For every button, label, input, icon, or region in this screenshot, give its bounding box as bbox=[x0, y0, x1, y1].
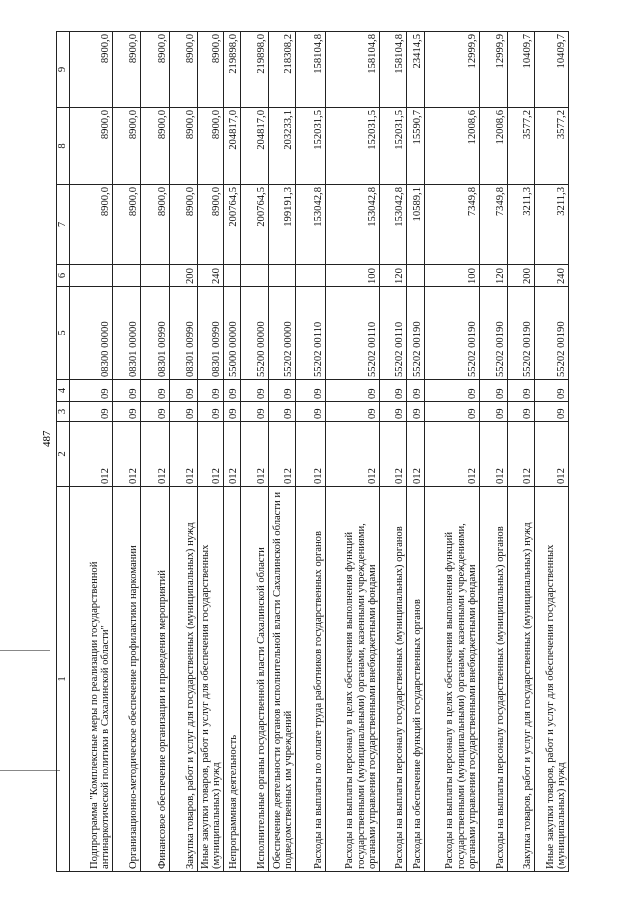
column-header: 5 bbox=[57, 287, 70, 380]
target-article: 08301 00990 bbox=[197, 287, 223, 380]
admin-code: 012 bbox=[223, 422, 240, 487]
amount-col8: 152031,5 bbox=[379, 108, 406, 185]
amount-col8: 152031,5 bbox=[325, 108, 379, 185]
amount-col7: 199191,3 bbox=[268, 185, 295, 265]
table-row bbox=[240, 32, 268, 872]
amount-col9: 8900,0 bbox=[112, 32, 140, 108]
row-name: Расходы на выплаты персоналу в целях обеспечения выполнения функций государственными (муниципальными) органами, казенными учреждениями, органами управления государственными внебюджетными фондами bbox=[424, 487, 479, 872]
amount-col7: 8900,0 bbox=[140, 185, 169, 265]
subsection: 09 bbox=[197, 380, 223, 402]
amount-col8: 8900,0 bbox=[140, 108, 169, 185]
target-article: 55202 00110 bbox=[295, 287, 325, 380]
page-number: 487 bbox=[41, 430, 53, 447]
section: 09 bbox=[140, 402, 169, 422]
admin-code: 012 bbox=[240, 422, 268, 487]
amount-col8: 12008,6 bbox=[424, 108, 479, 185]
table-row bbox=[479, 32, 507, 872]
admin-code: 012 bbox=[295, 422, 325, 487]
amount-col9: 8900,0 bbox=[169, 32, 197, 108]
subsection: 09 bbox=[140, 380, 169, 402]
table-row bbox=[197, 32, 223, 872]
amount-col8: 204817,0 bbox=[223, 108, 240, 185]
expense-type bbox=[140, 265, 169, 287]
table-row bbox=[268, 32, 295, 872]
section: 09 bbox=[379, 402, 406, 422]
target-article: 55200 00000 bbox=[240, 287, 268, 380]
amount-col8: 152031,5 bbox=[295, 108, 325, 185]
amount-col8: 8900,0 bbox=[197, 108, 223, 185]
expense-type: 120 bbox=[479, 265, 507, 287]
row-name: Подпрограмма "Комплексные меры по реализации государственной антинаркотической политики в Сахалинской области" bbox=[69, 487, 112, 872]
amount-col7: 7349,8 bbox=[479, 185, 507, 265]
column-number-row bbox=[57, 32, 70, 872]
admin-code: 012 bbox=[507, 422, 534, 487]
admin-code: 012 bbox=[268, 422, 295, 487]
row-name: Финансовое обеспечение организации и проведения мероприятий bbox=[140, 487, 169, 872]
table-row bbox=[406, 32, 424, 872]
column-header: 3 bbox=[57, 402, 70, 422]
amount-col7: 8900,0 bbox=[169, 185, 197, 265]
subsection: 09 bbox=[69, 380, 112, 402]
amount-col7: 200764,5 bbox=[240, 185, 268, 265]
expense-type bbox=[240, 265, 268, 287]
amount-col9: 219898,0 bbox=[223, 32, 240, 108]
target-article: 55202 00190 bbox=[406, 287, 424, 380]
amount-col7: 200764,5 bbox=[223, 185, 240, 265]
scan-mark bbox=[0, 770, 60, 771]
amount-col7: 3211,3 bbox=[507, 185, 534, 265]
subsection: 09 bbox=[295, 380, 325, 402]
expense-type: 240 bbox=[534, 265, 568, 287]
admin-code: 012 bbox=[197, 422, 223, 487]
subsection: 09 bbox=[534, 380, 568, 402]
row-name: Обеспечение деятельности органов исполнительной власти Сахалинской области и подведомственных им учреждений bbox=[268, 487, 295, 872]
subsection: 09 bbox=[479, 380, 507, 402]
row-name: Иные закупки товаров, работ и услуг для обеспечения государственных (муниципальных) нужд bbox=[197, 487, 223, 872]
section: 09 bbox=[325, 402, 379, 422]
expense-type: 100 bbox=[424, 265, 479, 287]
amount-col8: 8900,0 bbox=[112, 108, 140, 185]
amount-col8: 3577,2 bbox=[534, 108, 568, 185]
section: 09 bbox=[223, 402, 240, 422]
table-row bbox=[507, 32, 534, 872]
section: 09 bbox=[534, 402, 568, 422]
amount-col9: 23414,5 bbox=[406, 32, 424, 108]
amount-col9: 218308,2 bbox=[268, 32, 295, 108]
target-article: 08301 00990 bbox=[169, 287, 197, 380]
expense-type bbox=[112, 265, 140, 287]
admin-code: 012 bbox=[424, 422, 479, 487]
row-name: Закупка товаров, работ и услуг для государственных (муниципальных) нужд bbox=[507, 487, 534, 872]
amount-col8: 204817,0 bbox=[240, 108, 268, 185]
column-header: 9 bbox=[57, 32, 70, 108]
amount-col7: 7349,8 bbox=[424, 185, 479, 265]
amount-col7: 8900,0 bbox=[112, 185, 140, 265]
target-article: 55202 00110 bbox=[379, 287, 406, 380]
amount-col8: 8900,0 bbox=[169, 108, 197, 185]
admin-code: 012 bbox=[479, 422, 507, 487]
row-name: Организационно-методическое обеспечение профилактики наркомании bbox=[112, 487, 140, 872]
section: 09 bbox=[507, 402, 534, 422]
row-name: Расходы на выплаты персоналу в целях обеспечения выполнения функций государственными (муниципальными) органами, казенными учреждениями, органами управления государственными внебюджетными фондами bbox=[325, 487, 379, 872]
expense-type bbox=[295, 265, 325, 287]
amount-col9: 12999,9 bbox=[424, 32, 479, 108]
budget-table bbox=[56, 31, 569, 872]
amount-col7: 153042,8 bbox=[295, 185, 325, 265]
table-row bbox=[295, 32, 325, 872]
expense-type: 240 bbox=[197, 265, 223, 287]
row-name: Закупка товаров, работ и услуг для государственных (муниципальных) нужд bbox=[169, 487, 197, 872]
expense-type: 200 bbox=[169, 265, 197, 287]
column-header: 6 bbox=[57, 265, 70, 287]
amount-col9: 12999,9 bbox=[479, 32, 507, 108]
admin-code: 012 bbox=[379, 422, 406, 487]
amount-col9: 10409,7 bbox=[507, 32, 534, 108]
expense-type bbox=[268, 265, 295, 287]
subsection: 09 bbox=[406, 380, 424, 402]
amount-col9: 158104,8 bbox=[325, 32, 379, 108]
amount-col9: 158104,8 bbox=[379, 32, 406, 108]
row-name: Расходы на выплаты персоналу государственных (муниципальных) органов bbox=[379, 487, 406, 872]
amount-col7: 153042,8 bbox=[379, 185, 406, 265]
column-header: 1 bbox=[57, 487, 70, 872]
admin-code: 012 bbox=[69, 422, 112, 487]
target-article: 08301 00000 bbox=[112, 287, 140, 380]
section: 09 bbox=[295, 402, 325, 422]
table-row bbox=[534, 32, 568, 872]
amount-col7: 8900,0 bbox=[197, 185, 223, 265]
expense-type bbox=[223, 265, 240, 287]
row-name: Непрограммная деятельность bbox=[223, 487, 240, 872]
amount-col9: 8900,0 bbox=[197, 32, 223, 108]
section: 09 bbox=[69, 402, 112, 422]
amount-col9: 8900,0 bbox=[69, 32, 112, 108]
expense-type: 120 bbox=[379, 265, 406, 287]
table-row bbox=[140, 32, 169, 872]
amount-col9: 219898,0 bbox=[240, 32, 268, 108]
table-row bbox=[69, 32, 112, 872]
target-article: 55202 00190 bbox=[424, 287, 479, 380]
section: 09 bbox=[112, 402, 140, 422]
target-article: 55202 00190 bbox=[534, 287, 568, 380]
table-row bbox=[112, 32, 140, 872]
row-name: Расходы на выплаты по оплате труда работников государственных органов bbox=[295, 487, 325, 872]
subsection: 09 bbox=[379, 380, 406, 402]
admin-code: 012 bbox=[169, 422, 197, 487]
target-article: 08301 00990 bbox=[140, 287, 169, 380]
target-article: 55202 00110 bbox=[325, 287, 379, 380]
row-name: Исполнительные органы государственной власти Сахалинской области bbox=[240, 487, 268, 872]
admin-code: 012 bbox=[112, 422, 140, 487]
admin-code: 012 bbox=[406, 422, 424, 487]
table-row bbox=[379, 32, 406, 872]
row-name: Расходы на выплаты персоналу государственных (муниципальных) органов bbox=[479, 487, 507, 872]
column-header: 7 bbox=[57, 185, 70, 265]
amount-col8: 12008,6 bbox=[479, 108, 507, 185]
section: 09 bbox=[406, 402, 424, 422]
section: 09 bbox=[268, 402, 295, 422]
target-article: 55202 00190 bbox=[479, 287, 507, 380]
target-article: 55202 00190 bbox=[507, 287, 534, 380]
column-header: 8 bbox=[57, 108, 70, 185]
amount-col9: 8900,0 bbox=[140, 32, 169, 108]
scan-mark bbox=[0, 650, 50, 651]
subsection: 09 bbox=[507, 380, 534, 402]
column-header: 2 bbox=[57, 422, 70, 487]
admin-code: 012 bbox=[534, 422, 568, 487]
subsection: 09 bbox=[223, 380, 240, 402]
section: 09 bbox=[197, 402, 223, 422]
admin-code: 012 bbox=[140, 422, 169, 487]
subsection: 09 bbox=[112, 380, 140, 402]
section: 09 bbox=[424, 402, 479, 422]
amount-col8: 15590,7 bbox=[406, 108, 424, 185]
expense-type: 100 bbox=[325, 265, 379, 287]
expense-type bbox=[406, 265, 424, 287]
expense-type bbox=[69, 265, 112, 287]
subsection: 09 bbox=[325, 380, 379, 402]
table-row bbox=[169, 32, 197, 872]
amount-col7: 3211,3 bbox=[534, 185, 568, 265]
target-article: 55202 00000 bbox=[268, 287, 295, 380]
table-row bbox=[325, 32, 379, 872]
amount-col7: 153042,8 bbox=[325, 185, 379, 265]
amount-col9: 158104,8 bbox=[295, 32, 325, 108]
subsection: 09 bbox=[268, 380, 295, 402]
column-header: 4 bbox=[57, 380, 70, 402]
amount-col9: 10409,7 bbox=[534, 32, 568, 108]
expense-type: 200 bbox=[507, 265, 534, 287]
amount-col8: 8900,0 bbox=[69, 108, 112, 185]
section: 09 bbox=[479, 402, 507, 422]
rotated-page-content bbox=[41, 32, 569, 872]
row-name: Иные закупки товаров, работ и услуг для обеспечения государственных (муниципальных) нужд bbox=[534, 487, 568, 872]
section: 09 bbox=[169, 402, 197, 422]
subsection: 09 bbox=[240, 380, 268, 402]
admin-code: 012 bbox=[325, 422, 379, 487]
amount-col8: 3577,2 bbox=[507, 108, 534, 185]
row-name: Расходы на обеспечение функций государственных органов bbox=[406, 487, 424, 872]
subsection: 09 bbox=[169, 380, 197, 402]
subsection: 09 bbox=[424, 380, 479, 402]
section: 09 bbox=[240, 402, 268, 422]
table-row bbox=[424, 32, 479, 872]
amount-col8: 203233,1 bbox=[268, 108, 295, 185]
target-article: 55000 00000 bbox=[223, 287, 240, 380]
target-article: 08300 00000 bbox=[69, 287, 112, 380]
amount-col7: 10589,1 bbox=[406, 185, 424, 265]
table-row bbox=[223, 32, 240, 872]
amount-col7: 8900,0 bbox=[69, 185, 112, 265]
